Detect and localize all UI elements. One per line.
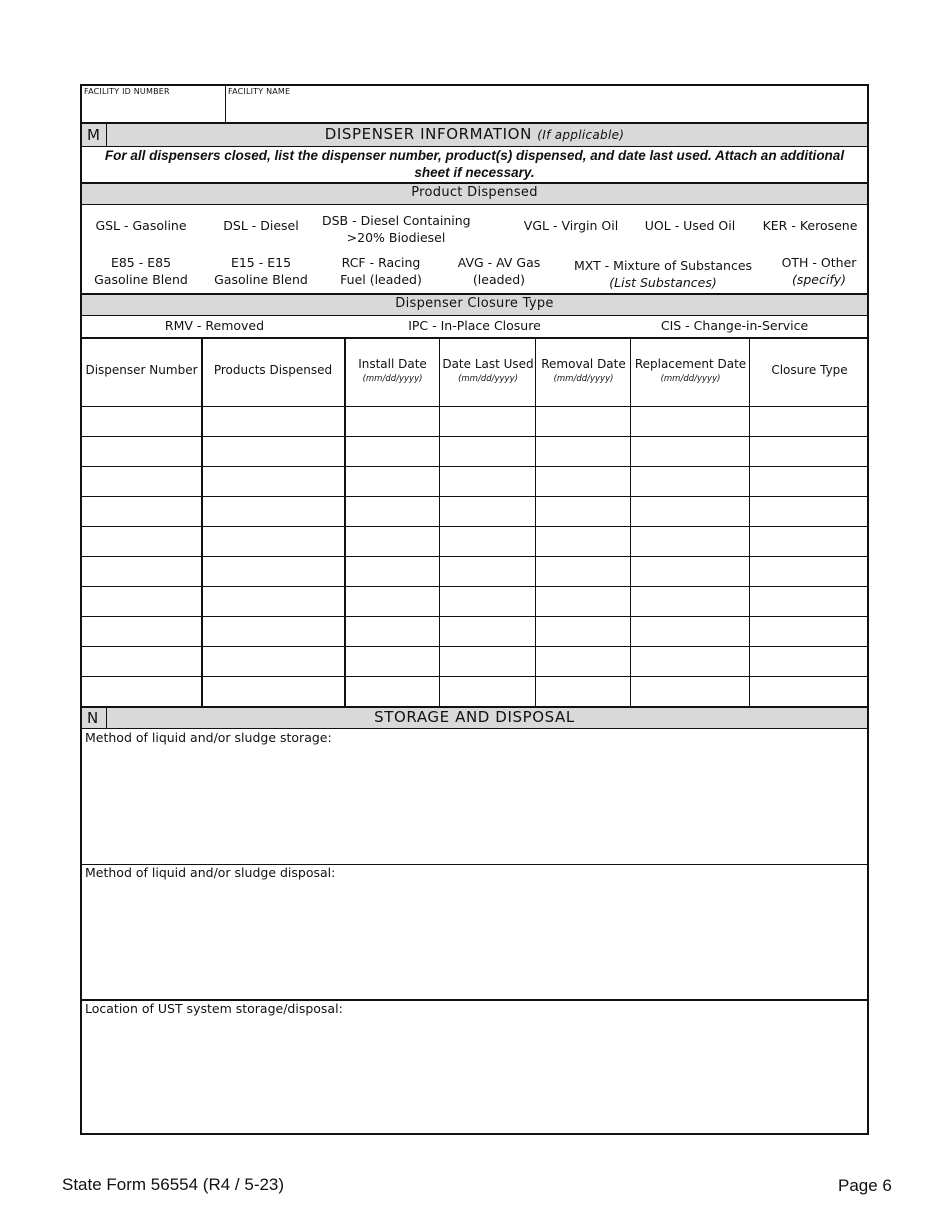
- col-header-text: Install Date: [358, 357, 427, 371]
- product-oth: [768, 254, 870, 288]
- product-code-text: >20% Biodiesel: [346, 230, 446, 245]
- col-removal-date: [536, 357, 631, 387]
- table-cell[interactable]: [203, 407, 343, 435]
- divider: [82, 204, 867, 205]
- table-cell[interactable]: [632, 677, 748, 705]
- dispenser-form: [80, 84, 869, 1135]
- product-code-text: GSL - Gasoline: [95, 218, 187, 233]
- table-cell[interactable]: [632, 647, 748, 675]
- product-code-text: Gasoline Blend: [214, 272, 308, 287]
- table-cell[interactable]: [537, 587, 629, 615]
- table-cell[interactable]: [346, 647, 438, 675]
- table-cell[interactable]: [537, 647, 629, 675]
- table-cell[interactable]: [751, 677, 866, 705]
- table-cell[interactable]: [84, 497, 200, 525]
- table-cell[interactable]: [203, 467, 343, 495]
- facility-id-label: FACILITY ID NUMBER: [84, 87, 170, 96]
- storage-method-field[interactable]: [82, 729, 867, 863]
- table-cell[interactable]: [84, 467, 200, 495]
- section-m-title-text: DISPENSER INFORMATION: [324, 125, 532, 143]
- col-header-text: Date Last Used: [442, 357, 534, 371]
- table-cell[interactable]: [84, 677, 200, 705]
- table-cell[interactable]: [751, 437, 866, 465]
- header-divider: [225, 86, 226, 122]
- divider: [82, 315, 867, 316]
- product-rcf: [322, 254, 440, 288]
- product-code-text: MXT - Mixture of Substances: [573, 258, 753, 273]
- facility-id-field[interactable]: [83, 88, 224, 121]
- product-ker: [750, 217, 870, 234]
- table-cell[interactable]: [632, 407, 748, 435]
- table-cell[interactable]: [537, 407, 629, 435]
- product-code-text: (leaded): [472, 272, 526, 287]
- table-cell[interactable]: [84, 407, 200, 435]
- table-cell[interactable]: [203, 647, 343, 675]
- section-n-title: STORAGE AND DISPOSAL: [374, 708, 575, 726]
- table-cell[interactable]: [632, 617, 748, 645]
- product-dsl: [200, 217, 322, 234]
- col-header-sub: (mm/dd/yyyy): [458, 374, 518, 384]
- table-cell[interactable]: [632, 497, 748, 525]
- section-m-title-note: (If applicable): [537, 128, 625, 142]
- table-cell[interactable]: [346, 617, 438, 645]
- table-cell[interactable]: [751, 617, 866, 645]
- table-cell[interactable]: [632, 557, 748, 585]
- table-cell[interactable]: [441, 677, 534, 705]
- table-cell[interactable]: [751, 557, 866, 585]
- table-cell[interactable]: [441, 647, 534, 675]
- col-header-text: Products Dispensed: [213, 363, 333, 377]
- disposal-method-field[interactable]: [82, 865, 867, 998]
- col-header-text: Closure Type: [771, 363, 848, 377]
- product-code-text: Gasoline Blend: [94, 272, 188, 287]
- closure-rmv: RMV - Removed: [164, 318, 265, 333]
- col-header-text: Removal Date: [541, 357, 626, 371]
- instruction-line-2: sheet if necessary.: [414, 165, 535, 180]
- section-n-letter: N: [87, 709, 99, 727]
- table-cell[interactable]: [751, 527, 866, 555]
- col-header-sub: (mm/dd/yyyy): [660, 374, 721, 384]
- facility-name-label: FACILITY NAME: [228, 87, 291, 96]
- product-code-text: VGL - Virgin Oil: [523, 218, 619, 233]
- table-cell[interactable]: [346, 677, 438, 705]
- table-cell[interactable]: [203, 437, 343, 465]
- col-header-text: Dispenser Number: [85, 363, 198, 377]
- table-cell[interactable]: [537, 677, 629, 705]
- product-code-text: Fuel (leaded): [340, 272, 422, 287]
- col-products-dispensed: [202, 363, 344, 378]
- table-cell[interactable]: [537, 497, 629, 525]
- table-cell[interactable]: [84, 587, 200, 615]
- table-cell[interactable]: [346, 527, 438, 555]
- table-cell[interactable]: [751, 497, 866, 525]
- product-code-text: (List Substances): [609, 275, 717, 290]
- col-install-date: [345, 357, 440, 387]
- instruction-line-1: For all dispensers closed, list the dispenser number, product(s) dispensed, and date last used. Attach an additional: [104, 148, 845, 163]
- table-column-divider: [630, 338, 631, 706]
- col-replacement-date: [631, 357, 750, 387]
- table-cell[interactable]: [203, 557, 343, 585]
- table-cell[interactable]: [441, 527, 534, 555]
- table-cell[interactable]: [537, 467, 629, 495]
- table-cell[interactable]: [346, 497, 438, 525]
- product-gsl: [82, 217, 200, 234]
- disposal-method-label: Method of liquid and/or sludge disposal:: [85, 865, 336, 880]
- table-cell[interactable]: [84, 527, 200, 555]
- table-cell[interactable]: [441, 407, 534, 435]
- table-cell[interactable]: [203, 527, 343, 555]
- closure-type-label: Dispenser Closure Type: [395, 296, 554, 311]
- table-cell[interactable]: [203, 497, 343, 525]
- table-cell[interactable]: [537, 557, 629, 585]
- table-cell[interactable]: [632, 467, 748, 495]
- product-code-text: KER - Kerosene: [762, 218, 858, 233]
- product-dispensed-label: Product Dispensed: [411, 185, 538, 200]
- table-cell[interactable]: [751, 467, 866, 495]
- product-code-text: UOL - Used Oil: [644, 218, 736, 233]
- location-field[interactable]: [82, 1001, 867, 1133]
- table-cell[interactable]: [84, 647, 200, 675]
- product-code-text: DSL - Diesel: [223, 218, 299, 233]
- table-cell[interactable]: [441, 437, 534, 465]
- table-cell[interactable]: [203, 617, 343, 645]
- form-id: State Form 56554 (R4 / 5-23): [62, 1175, 285, 1194]
- table-cell[interactable]: [346, 437, 438, 465]
- facility-name-field[interactable]: [227, 88, 867, 121]
- table-column-divider: [439, 338, 440, 706]
- location-label: Location of UST system storage/disposal:: [85, 1001, 343, 1016]
- table-cell[interactable]: [346, 467, 438, 495]
- table-cell[interactable]: [632, 437, 748, 465]
- product-e85: [82, 254, 200, 288]
- col-dispenser-number: [82, 363, 201, 378]
- section-m-title: [82, 125, 867, 143]
- product-code-text: E85 - E85: [110, 255, 172, 270]
- product-uol: [630, 217, 750, 234]
- product-code-text: E15 - E15: [230, 255, 292, 270]
- col-header-sub: (mm/dd/yyyy): [553, 374, 614, 384]
- table-cell[interactable]: [537, 527, 629, 555]
- product-code-text: AVG - AV Gas: [457, 255, 541, 270]
- col-header-sub: (mm/dd/yyyy): [362, 374, 423, 384]
- product-e15: [200, 254, 322, 288]
- storage-method-label: Method of liquid and/or sludge storage:: [85, 730, 332, 745]
- product-vgl: [512, 217, 630, 234]
- table-cell[interactable]: [537, 617, 629, 645]
- closure-cis: CIS - Change-in-Service: [660, 318, 809, 333]
- product-mxt: [558, 257, 768, 291]
- product-dsb: [322, 212, 470, 246]
- table-cell[interactable]: [441, 617, 534, 645]
- table-cell[interactable]: [751, 407, 866, 435]
- product-avg: [440, 254, 558, 288]
- table-cell[interactable]: [441, 587, 534, 615]
- table-cell[interactable]: [632, 587, 748, 615]
- table-column-divider: [535, 338, 536, 706]
- product-code-text: DSB - Diesel Containing: [322, 213, 471, 228]
- table-cell[interactable]: [751, 647, 866, 675]
- col-header-text: Replacement Date: [634, 357, 747, 371]
- table-cell[interactable]: [84, 617, 200, 645]
- table-cell[interactable]: [346, 587, 438, 615]
- table-cell[interactable]: [441, 497, 534, 525]
- col-closure-type: [750, 363, 869, 378]
- table-cell[interactable]: [203, 677, 343, 705]
- table-cell[interactable]: [632, 527, 748, 555]
- product-code-text: (specify): [791, 272, 847, 287]
- section-m-letter: M: [87, 126, 100, 144]
- table-cell[interactable]: [203, 587, 343, 615]
- table-cell[interactable]: [441, 557, 534, 585]
- table-cell[interactable]: [346, 557, 438, 585]
- col-date-last-used: [440, 357, 536, 387]
- table-cell[interactable]: [537, 437, 629, 465]
- closure-ipc: IPC - In-Place Closure: [408, 318, 541, 333]
- table-column-divider: [749, 338, 750, 706]
- table-cell[interactable]: [751, 587, 866, 615]
- page-number: Page 6: [838, 1176, 892, 1195]
- table-cell[interactable]: [84, 557, 200, 585]
- table-cell[interactable]: [441, 467, 534, 495]
- product-code-text: OTH - Other: [781, 255, 857, 270]
- product-code-text: RCF - Racing: [341, 255, 421, 270]
- table-cell[interactable]: [84, 437, 200, 465]
- table-cell[interactable]: [346, 407, 438, 435]
